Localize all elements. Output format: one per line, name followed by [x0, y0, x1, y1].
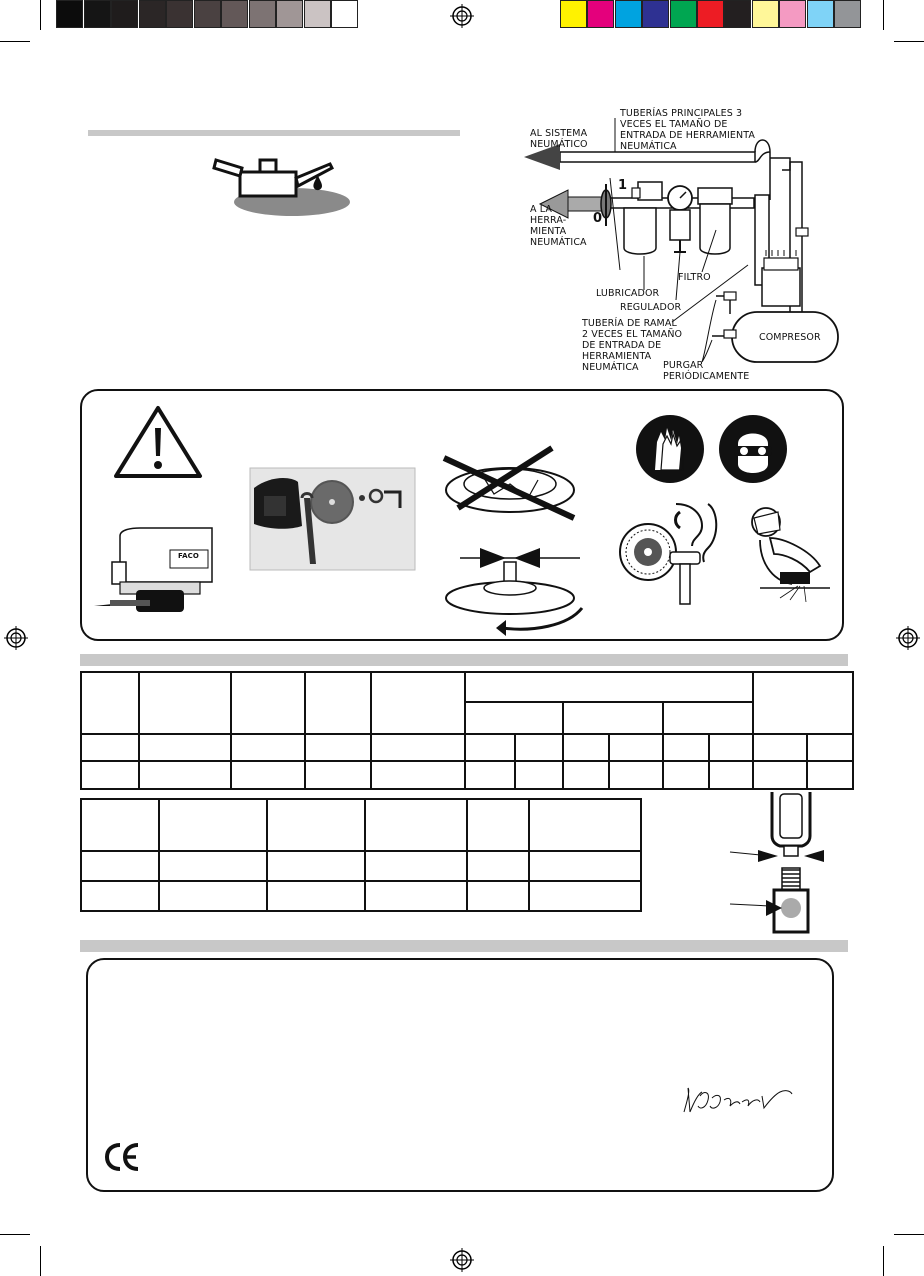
signature-image	[680, 1084, 796, 1120]
hose-fitting-icon	[728, 790, 812, 932]
label-line: NEUMÁTICO	[530, 139, 588, 150]
table-cell	[159, 799, 267, 851]
label-line: DE ENTRADA DE	[582, 340, 662, 351]
table-cell	[609, 734, 663, 761]
table-cell	[365, 881, 467, 911]
table-cell	[529, 881, 641, 911]
no-damaged-disc-icon	[434, 438, 584, 534]
angle-grinder-icon	[90, 526, 220, 618]
crop-mark	[40, 1246, 41, 1276]
crop-mark	[40, 0, 41, 30]
gray-swatch	[331, 0, 358, 28]
table-cell	[371, 761, 465, 789]
drain-label	[663, 360, 749, 382]
section-rule	[80, 654, 848, 666]
table-cell	[753, 734, 807, 761]
gray-swatch	[139, 0, 166, 28]
color-swatch	[615, 0, 642, 28]
valve-open-label: 1	[618, 178, 628, 193]
registration-mark-icon	[450, 4, 474, 28]
table-row	[81, 881, 641, 911]
color-swatch	[752, 0, 779, 28]
warning-triangle-icon	[112, 404, 204, 480]
specifications-table	[80, 671, 854, 790]
gray-swatch	[84, 0, 111, 28]
table-cell	[139, 672, 231, 734]
table-cell	[231, 734, 305, 761]
to-system-label	[530, 128, 588, 150]
table-cell	[529, 851, 641, 881]
color-swatch	[560, 0, 587, 28]
to-tool-label	[530, 204, 587, 248]
regulator-label: REGULADOR	[620, 302, 682, 313]
table-cell	[81, 761, 139, 789]
label-line: ENTRADA DE HERRAMIENTA	[620, 130, 755, 141]
gray-swatch	[111, 0, 138, 28]
label-line: HERRAMIENTA	[582, 351, 652, 362]
table-cell	[753, 761, 807, 789]
label-line: MIENTA	[530, 226, 567, 237]
table-cell	[81, 672, 139, 734]
table-row	[81, 761, 853, 789]
color-swatch	[834, 0, 861, 28]
table-cell	[807, 761, 853, 789]
tool-brand-label: FACO	[178, 552, 199, 560]
eye-protection-required-icon	[718, 414, 788, 484]
table-cell	[81, 799, 159, 851]
table-cell	[465, 734, 515, 761]
table-cell	[267, 881, 365, 911]
crop-mark	[894, 41, 924, 42]
table-cell	[267, 851, 365, 881]
table-cell	[231, 672, 305, 734]
table-cell	[563, 734, 609, 761]
table-cell	[159, 881, 267, 911]
table-cell	[467, 851, 529, 881]
crop-mark	[0, 1234, 30, 1235]
table-cell	[467, 881, 529, 911]
section-rule	[88, 130, 460, 136]
label-line: VECES EL TAMAÑO DE	[620, 119, 728, 130]
table-cell	[159, 851, 267, 881]
gray-swatch	[56, 0, 83, 28]
label-line: TUBERÍAS PRINCIPALES 3	[620, 108, 743, 119]
declaration-panel	[86, 958, 834, 1192]
table-cell	[81, 734, 139, 761]
table-cell	[709, 761, 753, 789]
table-cell	[563, 761, 609, 789]
noise-hazard-icon	[618, 496, 738, 608]
table-cell	[465, 761, 515, 789]
label-line: TUBERÍA DE RAMAL	[582, 318, 677, 329]
color-swatch	[670, 0, 697, 28]
table-cell	[515, 761, 563, 789]
table-cell	[467, 799, 529, 851]
crop-mark	[894, 1234, 924, 1235]
color-swatch	[807, 0, 834, 28]
gray-swatch	[221, 0, 248, 28]
color-swatch	[724, 0, 751, 28]
table-row	[81, 851, 641, 881]
table-cell	[267, 799, 365, 851]
label-line: PERIÓDICAMENTE	[663, 371, 750, 382]
valve-closed-label: 0	[593, 211, 603, 226]
gray-swatch	[194, 0, 221, 28]
label-line: NEUMÁTICA	[620, 141, 677, 152]
table-cell	[709, 734, 753, 761]
color-swatch	[587, 0, 614, 28]
section-rule	[80, 940, 848, 952]
registration-mark-icon	[4, 626, 28, 650]
label-line: A LA	[530, 204, 552, 215]
table-cell	[663, 734, 709, 761]
table-cell	[305, 672, 371, 734]
ce-mark-icon	[104, 1142, 142, 1172]
compressor-label: COMPRESOR	[759, 332, 821, 343]
filter-label: FILTRO	[678, 272, 711, 283]
table-cell	[609, 761, 663, 789]
table-cell	[139, 734, 231, 761]
table-cell	[371, 672, 465, 734]
label-line: 2 VECES EL TAMAÑO	[582, 329, 683, 340]
label-line: HERRA-	[530, 215, 567, 226]
table-cell	[529, 799, 641, 851]
lubricator-label: LUBRICADOR	[596, 288, 660, 299]
gray-swatch	[276, 0, 303, 28]
gloves-required-icon	[635, 414, 705, 484]
table-cell	[515, 734, 563, 761]
grinder-disc-assembly-photo	[250, 468, 415, 570]
table-cell	[465, 702, 563, 734]
color-swatch	[779, 0, 806, 28]
table-cell	[139, 761, 231, 789]
table-row	[81, 734, 853, 761]
table-cell	[465, 672, 753, 702]
table-cell	[807, 734, 853, 761]
crop-mark	[883, 0, 884, 30]
table-cell	[753, 672, 853, 734]
registration-mark-icon	[450, 1248, 474, 1272]
color-swatch	[642, 0, 669, 28]
label-line: PURGAR	[663, 360, 704, 371]
oil-can-icon	[212, 152, 352, 217]
crop-mark	[0, 41, 30, 42]
table-cell	[81, 881, 159, 911]
gray-swatch	[304, 0, 331, 28]
table-cell	[305, 761, 371, 789]
crop-mark	[883, 1246, 884, 1276]
table-cell	[231, 761, 305, 789]
table-cell	[371, 734, 465, 761]
table-cell	[365, 799, 467, 851]
table-cell	[563, 702, 663, 734]
main-pipes-label	[620, 108, 755, 152]
torque-table	[80, 798, 642, 912]
disc-mounting-rotation-icon	[440, 540, 590, 636]
table-cell	[81, 851, 159, 881]
table-cell	[365, 851, 467, 881]
gray-swatch	[166, 0, 193, 28]
label-line: AL SISTEMA	[530, 128, 588, 139]
operator-grinding-icon	[740, 500, 832, 604]
table-cell	[663, 761, 709, 789]
gray-swatch	[249, 0, 276, 28]
label-line: NEUMÁTICA	[530, 237, 587, 248]
registration-mark-icon	[896, 626, 920, 650]
table-cell	[305, 734, 371, 761]
label-line: NEUMÁTICA	[582, 362, 639, 373]
color-swatch	[697, 0, 724, 28]
table-cell	[663, 702, 753, 734]
